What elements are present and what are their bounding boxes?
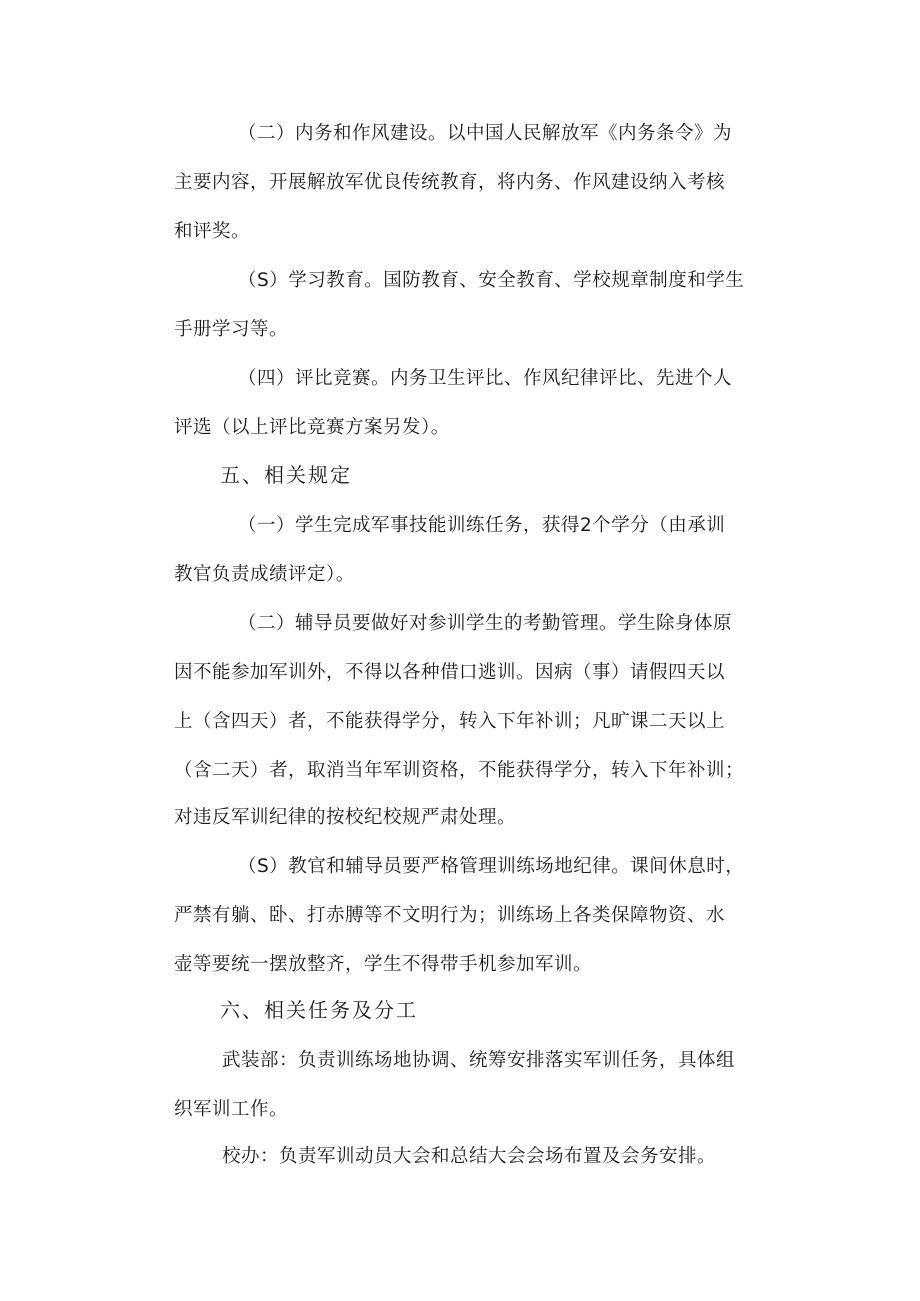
text-line: 手册学习等。 <box>174 319 289 340</box>
text-line: （二）内务和作风建设。以中国人民解放军《内务条令》为 <box>238 123 733 144</box>
text-line: 校办：负责军训动员大会和总结大会会场布置及会务安排。 <box>222 1146 717 1167</box>
section-heading: 五、相关规定 <box>220 463 352 487</box>
text-line: 壶等要统一摆放整齐，学生不得带手机参加军训。 <box>174 954 593 975</box>
text-line: （S）教官和辅导员要严格管理训练场地纪律。课间休息时， <box>238 856 745 877</box>
text-line: 武装部：负责训练场地协调、统筹安排落实军训任务，具体组 <box>222 1050 736 1071</box>
text-line: （二）辅导员要做好对参训学生的考勤管理。学生除身体原 <box>238 613 733 634</box>
section-heading: 六、相关任务及分工 <box>220 998 418 1022</box>
text-line: （一）学生完成军事技能训练任务，获得2个学分（由承训 <box>238 515 726 536</box>
text-line: 教官负责成绩评定）。 <box>174 564 355 585</box>
text-line: 严禁有躺、卧、打赤膊等不文明行为；训练场上各类保障物资、水 <box>174 905 726 926</box>
text-line: 主要内容，开展解放军优良传统教育，将内务、作风建设纳入考核 <box>174 172 726 193</box>
text-line: 因不能参加军训外，不得以各种借口逃训。因病（事）请假四天以 <box>174 662 726 683</box>
text-line: 评选（以上评比竞赛方案另发）。 <box>174 417 450 438</box>
text-line: （四）评比竞赛。内务卫生评比、作风纪律评比、先进个人 <box>238 368 733 389</box>
text-line: （含二天）者，取消当年军训资格，不能获得学分，转入下年补训； <box>174 760 745 781</box>
text-line: 上（含四天）者，不能获得学分，转入下年补训；凡旷课二天以上 <box>174 711 726 732</box>
text-line: 和评奖。 <box>174 221 251 242</box>
text-line: 对违反军训纪律的按校纪校规严肃处理。 <box>174 807 517 828</box>
text-line: （S）学习教育。国防教育、安全教育、学校规章制度和学生 <box>238 270 745 291</box>
text-line: 织军训工作。 <box>174 1099 289 1120</box>
